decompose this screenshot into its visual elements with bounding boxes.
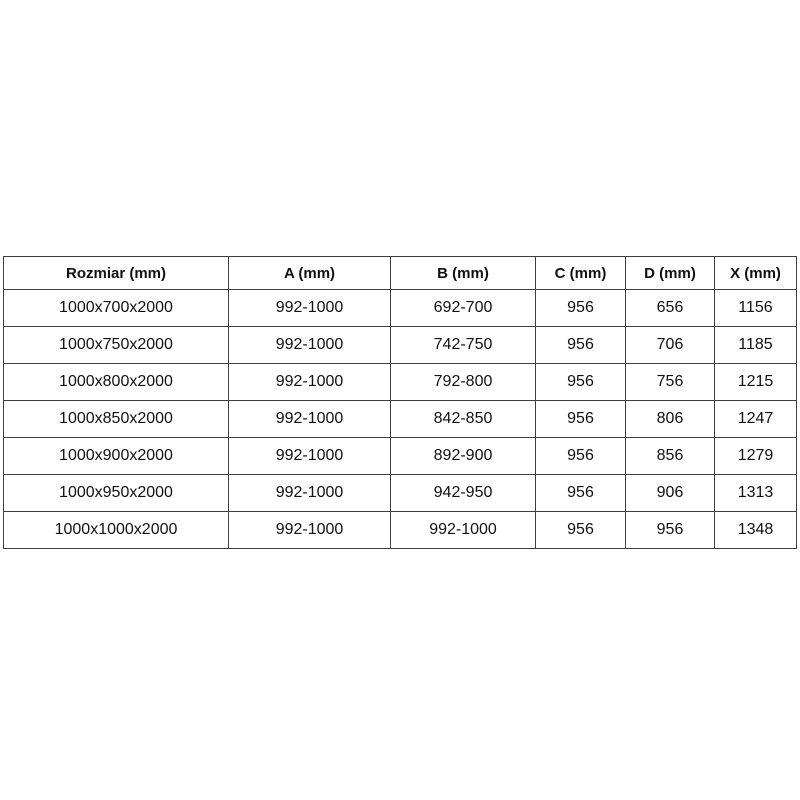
table-row (4, 438, 797, 475)
cell-c: 956 (536, 401, 626, 438)
size-specification-table (3, 256, 797, 549)
cell-b: 692-700 (391, 290, 536, 327)
column-header-d: D (mm) (626, 257, 715, 290)
table-row (4, 401, 797, 438)
cell-b: 792-800 (391, 364, 536, 401)
cell-x: 1215 (715, 364, 797, 401)
cell-rozmiar: 1000x750x2000 (4, 327, 229, 364)
cell-c: 956 (536, 475, 626, 512)
table-row (4, 475, 797, 512)
column-header-rozmiar: Rozmiar (mm) (4, 257, 229, 290)
cell-d: 906 (626, 475, 715, 512)
cell-c: 956 (536, 290, 626, 327)
cell-c: 956 (536, 438, 626, 475)
cell-b: 942-950 (391, 475, 536, 512)
cell-a: 992-1000 (229, 327, 391, 364)
cell-d: 806 (626, 401, 715, 438)
cell-rozmiar: 1000x900x2000 (4, 438, 229, 475)
column-header-b: B (mm) (391, 257, 536, 290)
cell-b: 992-1000 (391, 512, 536, 549)
cell-d: 856 (626, 438, 715, 475)
cell-x: 1313 (715, 475, 797, 512)
cell-x: 1348 (715, 512, 797, 549)
cell-b: 892-900 (391, 438, 536, 475)
table-row (4, 290, 797, 327)
cell-a: 992-1000 (229, 364, 391, 401)
table-row (4, 364, 797, 401)
cell-d: 706 (626, 327, 715, 364)
table-row (4, 512, 797, 549)
header-row (4, 257, 797, 290)
cell-x: 1156 (715, 290, 797, 327)
cell-d: 656 (626, 290, 715, 327)
cell-b: 842-850 (391, 401, 536, 438)
cell-rozmiar: 1000x700x2000 (4, 290, 229, 327)
column-header-c: C (mm) (536, 257, 626, 290)
cell-rozmiar: 1000x1000x2000 (4, 512, 229, 549)
cell-b: 742-750 (391, 327, 536, 364)
cell-rozmiar: 1000x950x2000 (4, 475, 229, 512)
cell-x: 1185 (715, 327, 797, 364)
column-header-a: A (mm) (229, 257, 391, 290)
cell-a: 992-1000 (229, 438, 391, 475)
cell-d: 956 (626, 512, 715, 549)
cell-a: 992-1000 (229, 401, 391, 438)
table-row (4, 327, 797, 364)
cell-x: 1247 (715, 401, 797, 438)
cell-c: 956 (536, 327, 626, 364)
cell-rozmiar: 1000x850x2000 (4, 401, 229, 438)
cell-d: 756 (626, 364, 715, 401)
cell-a: 992-1000 (229, 290, 391, 327)
cell-c: 956 (536, 512, 626, 549)
cell-a: 992-1000 (229, 512, 391, 549)
column-header-x: X (mm) (715, 257, 797, 290)
cell-c: 956 (536, 364, 626, 401)
cell-a: 992-1000 (229, 475, 391, 512)
cell-rozmiar: 1000x800x2000 (4, 364, 229, 401)
cell-x: 1279 (715, 438, 797, 475)
